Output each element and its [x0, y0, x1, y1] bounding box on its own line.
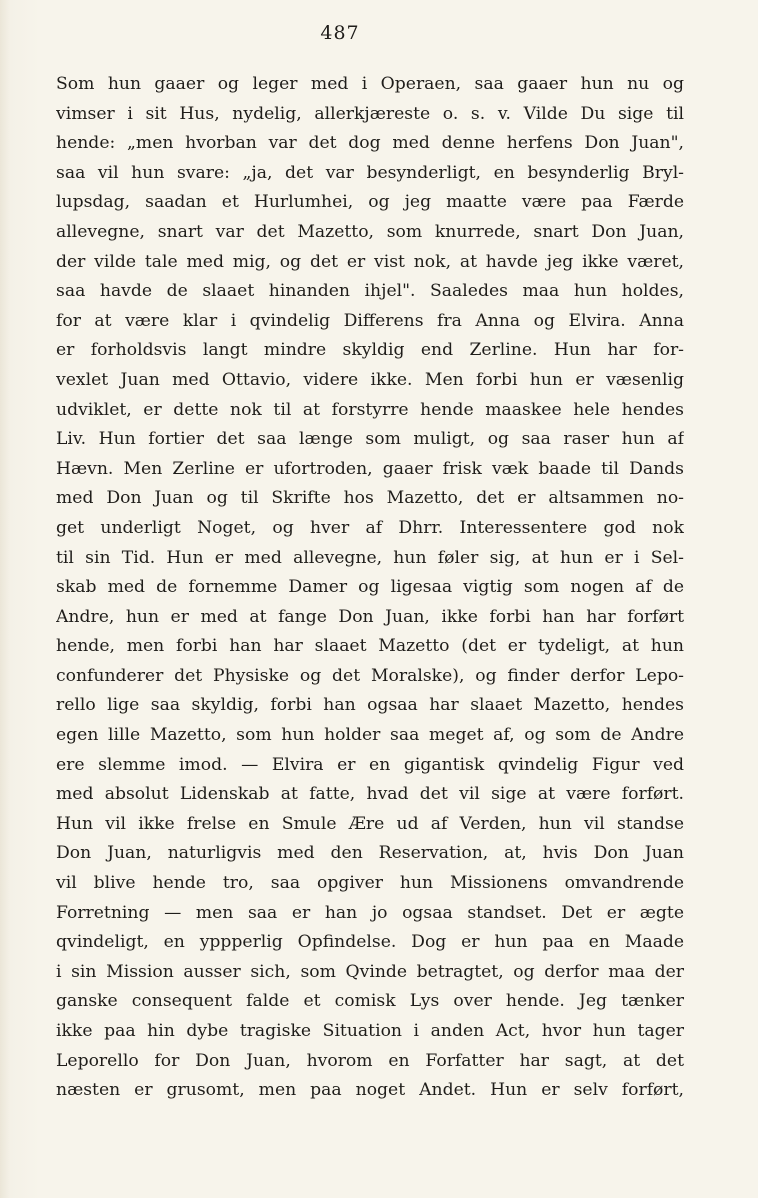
text-line: udviklet, er dette nok til at forstyrre hende maaskee hele hendes: [56, 399, 684, 420]
text-line: der vilde tale med mig, og det er vist nok, at havde jeg ikke været,: [56, 251, 684, 272]
text-line: skab med de fornemme Damer og ligesaa vigtig som nogen af de: [56, 577, 684, 598]
text-line: er forholdsvis langt mindre skyldig end Zerline. Hun har for-: [56, 340, 684, 361]
text-line: vil blive hende tro, saa opgiver hun Missionens omvandrende: [56, 873, 684, 894]
text-line: Hævn. Men Zerline er ufortroden, gaaer frisk væk baade til Dands: [56, 458, 684, 479]
body-text: [56, 70, 684, 1106]
text-line: saa havde de slaaet hinanden ihjel". Saaledes maa hun holdes,: [56, 281, 684, 302]
text-line: for at være klar i qvindelig Differens fra Anna og Elvira. Anna: [56, 310, 684, 331]
text-line: hende: „men hvorban var det dog med denne herfens Don Juan",: [56, 133, 684, 154]
text-line: Andre, hun er med at fange Don Juan, ikke forbi han har forført: [56, 606, 684, 627]
text-line: ikke paa hin dybe tragiske Situation i anden Act, hvor hun tager: [56, 1021, 684, 1041]
text-line: saa vil hun svare: „ja, det var besynderligt, en besynderlig Bryl-: [56, 162, 684, 183]
text-line: vimser i sit Hus, nydelig, allerkjæreste o. s. v. Vilde Du sige til: [56, 103, 684, 124]
text-line: egen lille Mazetto, som hun holder saa meget af, og som de Andre: [56, 725, 684, 746]
page-number: 487: [320, 22, 360, 44]
text-line: Liv. Hun fortier det saa længe som muligt, og saa raser hun af: [56, 429, 684, 450]
text-line: Don Juan, naturligvis med den Reservation, at, hvis Don Juan: [56, 843, 684, 864]
text-line: Hun vil ikke frelse en Smule Ære ud af Verden, hun vil standse: [56, 813, 684, 834]
text-line: med Don Juan og til Skrifte hos Mazetto, det er altsammen no-: [56, 488, 684, 509]
text-line: næsten er grusomt, men paa noget Andet. Hun er selv forført,: [56, 1080, 684, 1101]
text-line: confunderer det Physiske og det Moralske), og finder derfor Lepo-: [56, 665, 684, 686]
text-line: allevegne, snart var det Mazetto, som knurrede, snart Don Juan,: [56, 221, 684, 242]
text-line: hende, men forbi han har slaaet Mazetto (det er tydeligt, at hun: [56, 636, 684, 657]
text-line: i sin Mission ausser sich, som Qvinde betragtet, og derfor maa der: [56, 961, 684, 982]
text-line: Leporello for Don Juan, hvorom en Forfatter har sagt, at det: [56, 1050, 684, 1071]
text-line: get underligt Noget, og hver af Dhrr. Interessentere god nok: [56, 517, 684, 538]
text-line: qvindeligt, en yppperlig Opfindelse. Dog er hun paa en Maade: [56, 932, 684, 953]
text-line: vexlet Juan med Ottavio, videre ikke. Men forbi hun er væsenlig: [56, 369, 684, 390]
text-line: til sin Tid. Hun er med allevegne, hun føler sig, at hun er i Sel-: [56, 547, 684, 568]
text-line: rello lige saa skyldig, forbi han ogsaa har slaaet Mazetto, hendes: [56, 695, 684, 716]
text-line: med absolut Lidenskab at fatte, hvad det vil sige at være forført.: [56, 784, 684, 805]
text-line: lupsdag, saadan et Hurlumhei, og jeg maatte være paa Færde: [56, 192, 684, 213]
text-line: Forretning — men saa er han jo ogsaa standset. Det er ægte: [56, 902, 684, 923]
text-line: ganske consequent falde et comisk Lys over hende. Jeg tænker: [56, 991, 684, 1012]
text-line: ere slemme imod. — Elvira er en gigantisk qvindelig Figur ved: [56, 754, 684, 775]
text-line: Som hun gaaer og leger med i Operaen, saa gaaer hun nu og: [56, 74, 684, 94]
